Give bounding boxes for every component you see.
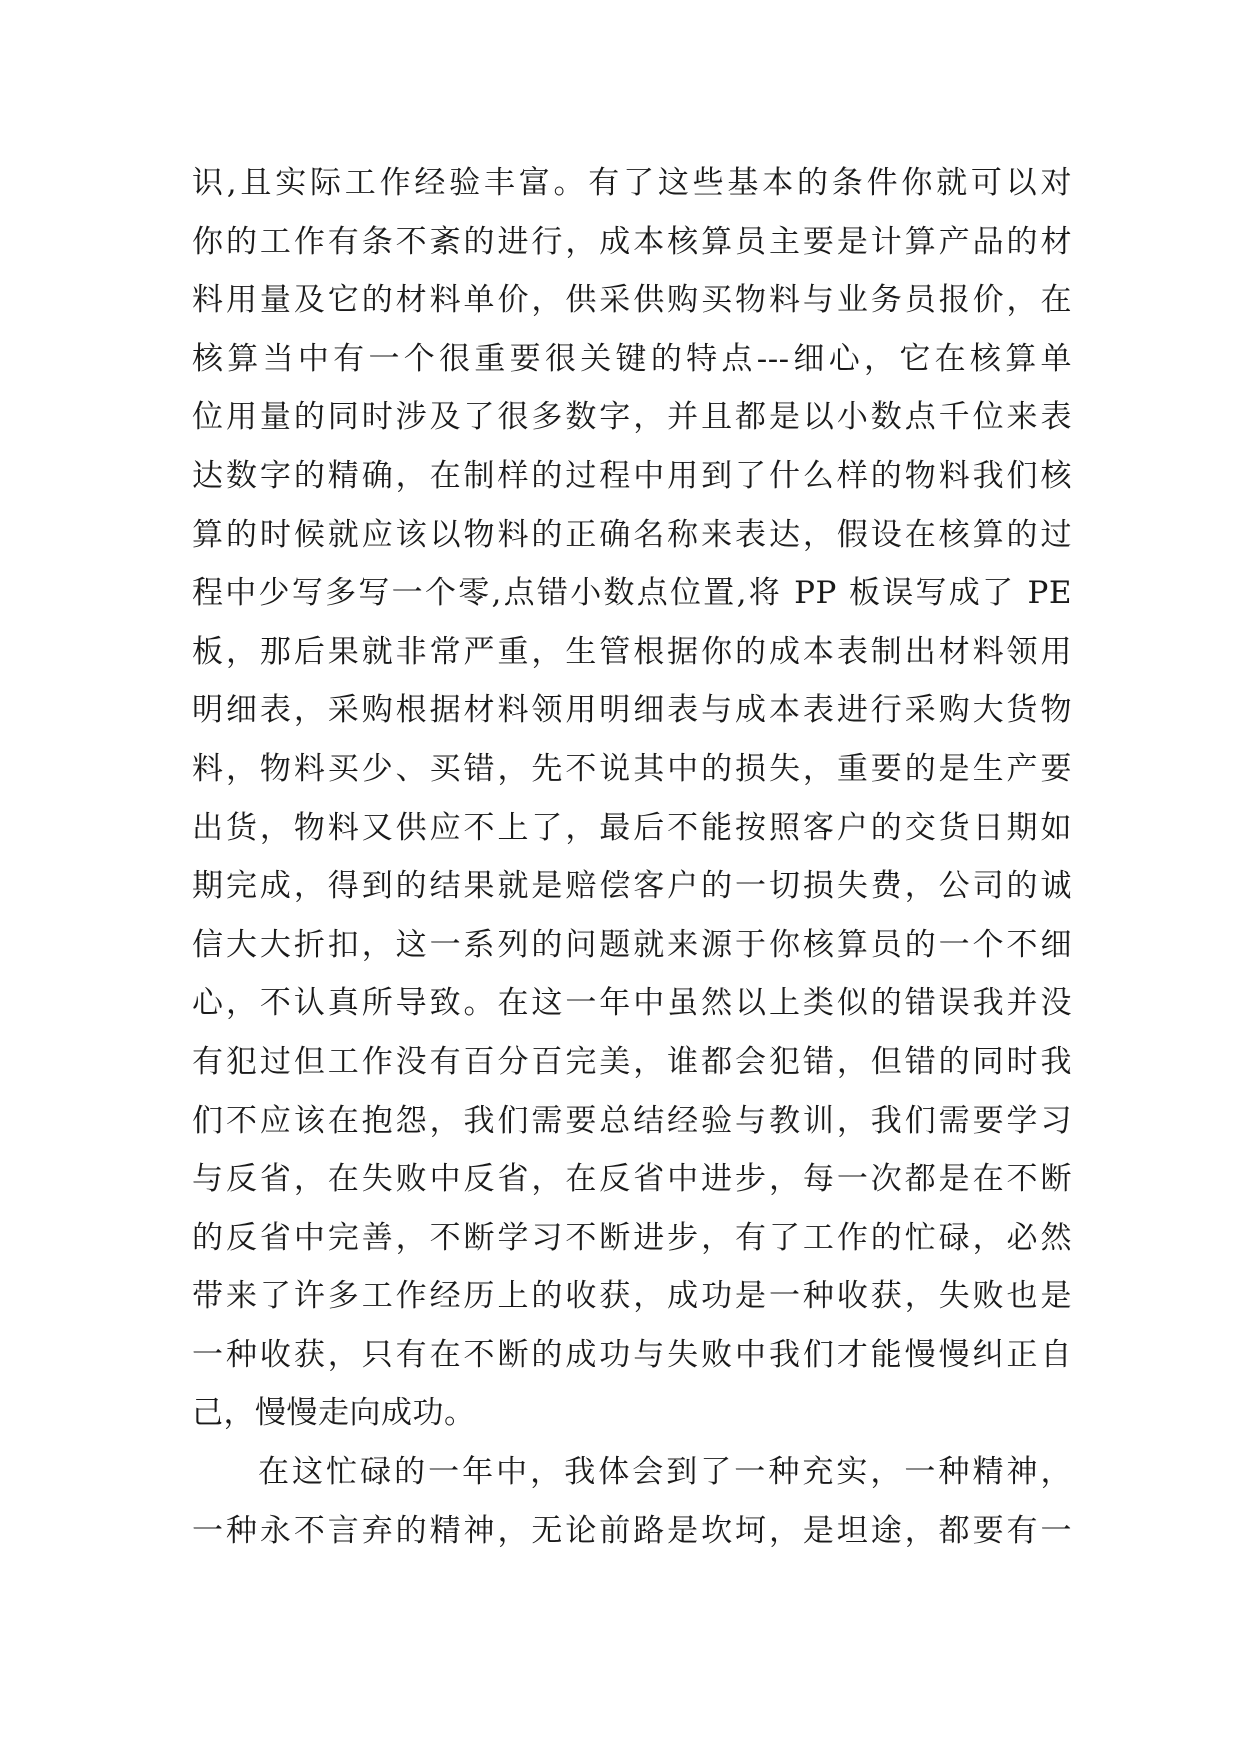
text-line: 期完成，得到的结果就是赔偿客户的一切损失费，公司的诚 <box>192 868 1072 905</box>
text-line: 们不应该在抱怨，我们需要总结经验与教训，我们需要学习 <box>192 1102 1072 1139</box>
text-line: 信大大折扣，这一系列的问题就来源于你核算员的一个不细 <box>192 926 1072 963</box>
text-line: 与反省，在失败中反省，在反省中进步，每一次都是在不断 <box>192 1161 1072 1198</box>
body-text <box>192 154 1072 1560</box>
text-line: 有犯过但工作没有百分百完美，谁都会犯错，但错的同时我 <box>192 1043 1072 1080</box>
text-line: 一种永不言弃的精神，无论前路是坎坷，是坦途，都要有一 <box>192 1512 1072 1549</box>
text-line: 出货，物料又供应不上了，最后不能按照客户的交货日期如 <box>192 809 1072 846</box>
text-line: 明细表，采购根据材料领用明细表与成本表进行采购大货物 <box>192 692 1072 729</box>
text-line: 核算当中有一个很重要很关键的特点---细心，它在核算单 <box>192 340 1072 377</box>
text-line: 带来了许多工作经历上的收获，成功是一种收获，失败也是 <box>192 1278 1072 1315</box>
text-line: 位用量的同时涉及了很多数字，并且都是以小数点千位来表 <box>192 399 1072 436</box>
text-line: 识,且实际工作经验丰富。有了这些基本的条件你就可以对 <box>192 165 1072 201</box>
text-line: 算的时候就应该以物料的正确名称来表达，假设在核算的过 <box>192 516 1072 553</box>
text-line: 达数字的精确，在制样的过程中用到了什么样的物料我们核 <box>192 457 1072 494</box>
text-line: 板，那后果就非常严重，生管根据你的成本表制出材料领用 <box>192 633 1072 670</box>
text-line: 的反省中完善，不断学习不断进步，有了工作的忙碌，必然 <box>192 1219 1072 1256</box>
text-line: 一种收获，只有在不断的成功与失败中我们才能慢慢纠正自 <box>192 1336 1072 1373</box>
paragraph-start-line: 在这忙碌的一年中，我体会到了一种充实，一种精神， <box>258 1454 1072 1491</box>
text-line: 你的工作有条不紊的进行，成本核算员主要是计算产品的材 <box>192 223 1072 260</box>
paragraph-end-line: 己，慢慢走向成功。 <box>192 1395 476 1432</box>
text-line: 料，物料买少、买错，先不说其中的损失，重要的是生产要 <box>192 750 1072 787</box>
text-line: 程中少写多写一个零,点错小数点位置,将 PP 板误写成了 PE <box>192 575 1072 612</box>
text-line: 料用量及它的材料单价，供采供购买物料与业务员报价，在 <box>192 282 1072 319</box>
text-line: 心，不认真所导致。在这一年中虽然以上类似的错误我并没 <box>192 985 1072 1022</box>
